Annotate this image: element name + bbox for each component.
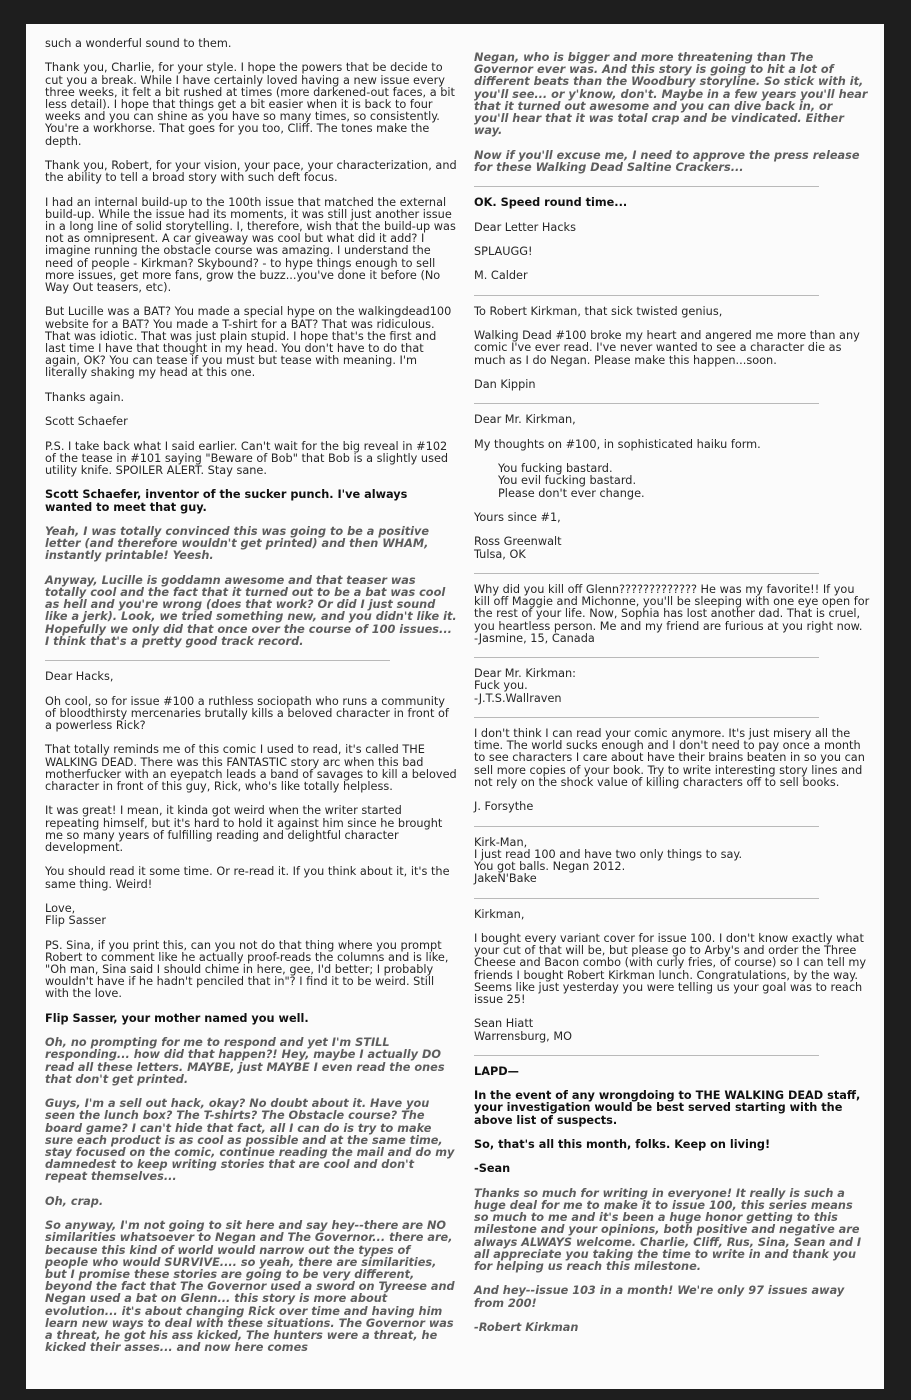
letter-paragraph: Why did you kill off Glenn????????????? He was my favorite!! If you kill off Maggie and Michonne, you'll be sleeping with one eye open for the rest of your life. Now, Sophia has lost another dad. That is cruel, you heartless person. Me and my friend are furious at you right now. -Jasmine, 15, Canada <box>474 582 870 645</box>
writer-response: Oh, no prompting for me to respond and yet I'm STILL responding... how did that happen?! Hey, maybe I actually DO read all these letters. MAYBE, just MAYBE I even read the ones that don't get printed. <box>45 1036 445 1086</box>
letter-paragraph: Dear Mr. Kirkman, <box>474 413 576 427</box>
letter-paragraph: Thank you, Robert, for your vision, your pace, your characterization, and the ability to tell a broad story with such deft focus. <box>45 159 457 185</box>
section-divider <box>474 403 819 405</box>
letter-paragraph: PS. Sina, if you print this, can you not do that thing where you prompt Robert to comment like he actually proof-reads the columns and is like, "Oh man, Sina said I should chime in here, gee, I'd better; I probably wouldn't have if he hadn't penciled that in"? I find it to be weird. Still with the love. <box>45 938 449 1001</box>
letter-paragraph: Dear Hacks, <box>45 670 114 684</box>
writer-response: -Robert Kirkman <box>474 1321 579 1335</box>
writer-response: Now if you'll excuse me, I need to approve the press release for these Walking Dead Saltine Crackers... <box>474 148 860 174</box>
letter-paragraph: Thanks again. <box>45 390 125 404</box>
section-divider <box>474 717 819 719</box>
letter-paragraph: Yours since #1, <box>474 510 561 524</box>
letter-paragraph: But Lucille was a BAT? You made a special hype on the walkingdead100 website for a BAT? You made a T-shirt for a BAT? That was ridiculous. That was idiotic. That was just plain stupid. I hope that's the first and last time I have that thought in my head. You don't have to do that again, OK? You can tease if you must but tease with meaning. I'm literally shaking my head at this one. <box>45 305 452 380</box>
letter-paragraph: Dan Kippin <box>474 377 536 391</box>
letter-paragraph: I had an internal build-up to the 100th issue that matched the external build-up. While the issue had its moments, it was still just another issue in a long line of solid storytelling. I, therefore, wish that the build-up was not as omnipresent. A car giveaway was cool but what did it add? I imagine running the obstacle course was amazing. I understand the need of people - Kirkman? Skybound? - to hype things enough to sell more issues, get more fans, grow the buzz...you've done it before (No Way Out teasers, etc). <box>45 195 456 295</box>
letter-paragraph: To Robert Kirkman, that sick twisted genius, <box>474 304 723 318</box>
section-divider <box>45 660 390 662</box>
letter-paragraph: Kirkman, <box>474 907 525 921</box>
letter-paragraph: Scott Schaefer <box>45 415 128 429</box>
editor-response: In the event of any wrongdoing to THE WALKING DEAD staff, your investigation would be best served starting with the above list of suspects. <box>474 1089 861 1127</box>
letter-paragraph: Dear Letter Hacks <box>474 220 576 234</box>
editor-response: OK. Speed round time... <box>474 196 628 210</box>
section-divider <box>474 295 819 297</box>
letter-paragraph: I don't think I can read your comic anymore. It's just misery all the time. The world sucks enough and I don't need to pay once a month to see characters I care about have their brains beaten in so you can sell more copies of your book. Try to write interesting story lines and not rely on the shock value of killing characters off to sell books. <box>474 726 865 789</box>
letter-paragraph: Oh cool, so for issue #100 a ruthless sociopath who runs a community of bloodthirsty mercenaries brutally kills a beloved character in front of a powerless Rick? <box>45 694 449 732</box>
left-column <box>45 38 457 1367</box>
section-divider <box>474 826 819 828</box>
letter-paragraph: Love, Flip Sasser <box>45 901 106 928</box>
writer-response: Anyway, Lucille is goddamn awesome and that teaser was totally cool and the fact that it turned out to be a bat was cool as hell and you're wrong (does that work? Or did I just sound like a jerk). Look, we tried something new, and you didn't like it. Hopefully we only did that once over the course of 100 issues... I think that's a pretty good track record. <box>45 573 457 648</box>
section-divider <box>474 657 819 659</box>
writer-response: Oh, crap. <box>45 1194 104 1208</box>
section-divider <box>474 573 819 575</box>
letter-paragraph: My thoughts on #100, in sophisticated haiku form. <box>474 437 761 451</box>
haiku-verse: You fucking bastard. You evil fucking bastard. Please don't ever change. <box>498 462 645 500</box>
editor-response: -Sean <box>474 1162 511 1176</box>
letter-paragraph: You should read it some time. Or re-read it. If you think about it, it's the same thing. Weird! <box>45 865 450 891</box>
editor-response: Flip Sasser, your mother named you well. <box>45 1011 309 1025</box>
letter-paragraph: Sean Hiatt Warrensburg, MO <box>474 1017 572 1043</box>
letter-paragraph: M. Calder <box>474 269 528 283</box>
letter-paragraph: Kirk-Man, I just read 100 and have two only things to say. You got balls. Negan 2012. JakeN'Bake <box>474 835 743 886</box>
right-column <box>474 52 870 1346</box>
section-divider <box>474 1055 819 1057</box>
letter-paragraph: Dear Mr. Kirkman: Fuck you. -J.T.S.Wallraven <box>474 667 576 705</box>
writer-response: And hey--issue 103 in a month! We're only 97 issues away from 200! <box>474 1284 845 1310</box>
writer-response: Guys, I'm a sell out hack, okay? No doubt about it. Have you seen the lunch box? The T-shirts? The Obstacle course? The board game? I can't hide that fact, all I can do is try to make sure each product is as cool as possible and at the same time, stay focused on the comic, continue reading the mail and do my damnedest to keep writing stories that are cool and don't repeat themselves... <box>45 1097 455 1184</box>
letter-paragraph: Thank you, Charlie, for your style. I hope the powers that be decide to cut you a break. While I have certainly loved having a new issue every three weeks, it felt a bit rushed at times (more darkened-out faces, a bit less detail). I hope that things get a bit easier when it is back to four weeks and you can shine as you have so many times, so consistently. You're a workhorse. That goes for you too, Cliff. The tones make the depth. <box>45 61 455 148</box>
writer-response: Negan, who is bigger and more threatening than The Governor ever was. And this story is going to hit a lot of different beats than the Woodbury storyline. So stick with it, you'll see... or y'know, don't. Maybe in a few years you'll hear that it turned out awesome and you can dive back in, or you'll hear that it was total crap and be vindicated. Either way. <box>474 51 868 138</box>
letters-page <box>26 24 884 1389</box>
letter-paragraph: I bought every variant cover for issue 100. I don't know exactly what your cut of that will be, but please go to Arby's and order the Three Cheese and Bacon combo (with curly fries, of course) so I can tell my friends I bought Robert Kirkman lunch. Congratulations, by the way. Seems like just yesterday you were telling us your goal was to reach issue 25! <box>474 931 867 1006</box>
writer-response: Thanks so much for writing in everyone! It really is such a huge deal for me to make it to issue 100, this series means so much to me and it's been a huge honor getting to this milestone and your opinions, both positive and negative are always ALWAYS welcome. Charlie, Cliff, Rus, Sina, Sean and I all appreciate you taking the time to write in and thank you for helping us reach this milestone. <box>474 1186 862 1274</box>
editor-response: So, that's all this month, folks. Keep on living! <box>474 1138 771 1152</box>
writer-response: Yeah, I was totally convinced this was going to be a positive letter (and therefore wouldn't get printed) and then WHAM, instantly printable! Yeesh. <box>45 524 430 563</box>
letter-paragraph: such a wonderful sound to them. <box>45 37 232 50</box>
letter-paragraph: Walking Dead #100 broke my heart and angered me more than any comic I've ever read. I've never wanted to see a character die as much as I do Negan. Please make this happen...soon. <box>474 329 860 367</box>
letter-paragraph: SPLAUGG! <box>474 244 533 258</box>
letter-paragraph: J. Forsythe <box>474 800 534 814</box>
writer-response: So anyway, I'm not going to sit here and say hey--there are NO similarities whatsoever to Negan and The Governor... there are, because this kind of world would narrow out the types of people who would SURVIVE.... so yeah, there are similarities, but I promise these stories are going to be very different, beyond the fact that The Governor used a sword on Tyreese and Negan used a bat on Glenn... this story is more about evolution... it's about changing Rick over time and having him learn new ways to deal with these situations. The Governor was a threat, he got his ass kicked, The hunters were a threat, he kicked their asses... and now here comes <box>45 1219 455 1355</box>
letter-paragraph: It was great! I mean, it kinda got weird when the writer started repeating himself, but it's hard to hold it against him since he brought me so many years of fulfilling reading and delightful character development. <box>45 804 443 854</box>
section-divider <box>474 898 819 900</box>
section-divider <box>474 186 819 188</box>
editor-response: LAPD— <box>474 1064 519 1078</box>
editor-response: Scott Schaefer, inventor of the sucker punch. I've always wanted to meet that guy. <box>45 488 408 514</box>
letter-paragraph: That totally reminds me of this comic I used to read, it's called THE WALKING DEAD. There was this FANTASTIC story arc when this bad motherfucker with an eyepatch leads a band of savages to kill a beloved character in front of this guy, Rick, who's like totally helpless. <box>45 743 457 793</box>
letter-paragraph: Ross Greenwalt Tulsa, OK <box>474 535 562 561</box>
letter-paragraph: P.S. I take back what I said earlier. Can't wait for the big reveal in #102 of the tease in #101 saying "Beware of Bob" that Bob is a slightly used utility knife. SPOILER ALERT. Stay sane. <box>45 439 449 477</box>
